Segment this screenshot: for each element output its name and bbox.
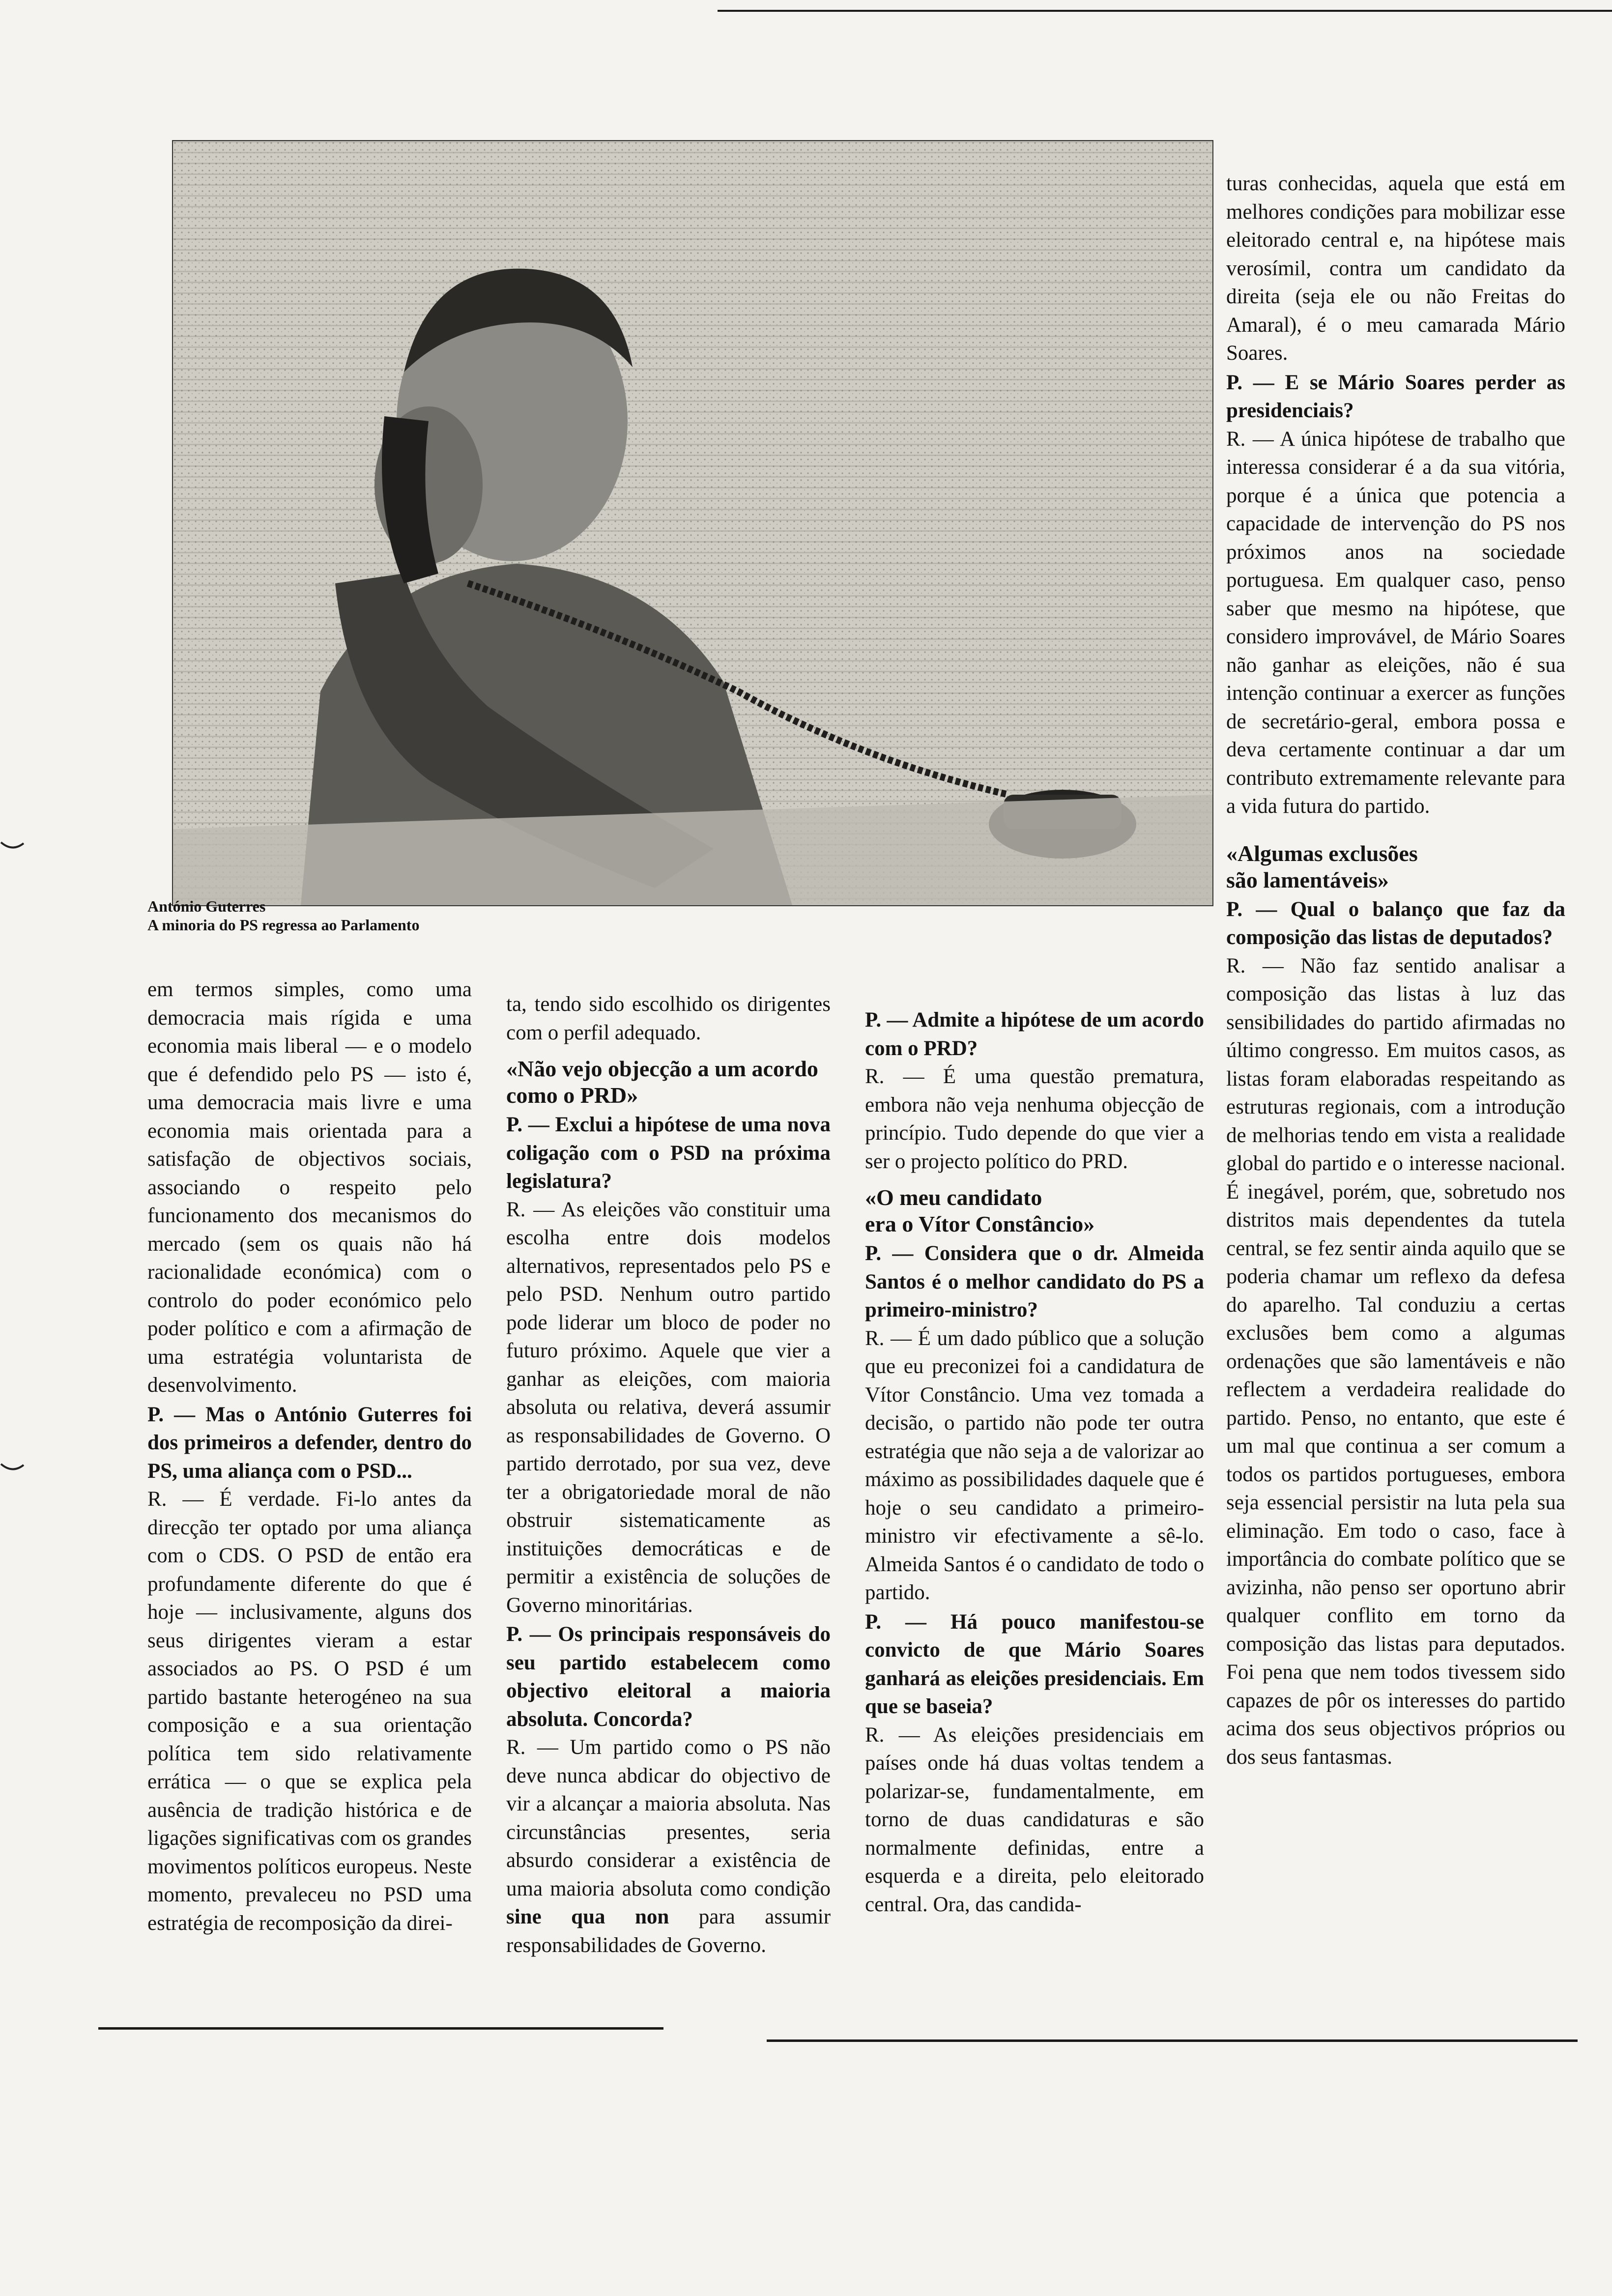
section-heading [1226, 840, 1565, 893]
answer: R. — É um dado público que a solução que eu preconizei foi a candidatura de Vítor Constâncio. Uma vez tomada a decisão, o partido não pode ter outra estratégia que não seja a de valorizar ao máximo as possibilidades daquele que é hoje o seu candidato a primeiro-ministro vir efectivamente a sê-lo. Almeida Santos é o candidato de todo o partido. [865, 1326, 1204, 1604]
caption-text: A minoria do PS regressa ao Parlamento [147, 916, 420, 934]
question: P. — Os principais responsáveis do seu partido estabelecem como objectivo eleitoral a maioria absoluta. Concorda? [506, 1623, 831, 1731]
photo-caption [147, 897, 737, 934]
column-2 [506, 990, 831, 1959]
photo-illustration [173, 141, 1212, 905]
question: P. — Há pouco manifestou-se convicto de que Mário Soares ganhará as eleições presidenciais. Em que se baseia? [865, 1610, 1204, 1718]
question: P. — E se Mário Soares perder as presidenciais? [1226, 371, 1565, 422]
answer: R. — As eleições presidenciais em países onde há duas voltas tendem a polarizar-se, fundamentalmente, em torno de duas candidaturas e são normalmente definidas, entre a esquerda e a direita, pelo eleitorado central. Ora, das candida- [865, 1723, 1204, 1916]
bottom-rule-left [98, 2027, 663, 2030]
answer-text: R. — Um partido como o PS não deve nunca abdicar do objectivo de vir a alcançar a maioria absoluta. Nas circunstâncias presentes, seria absurdo considerar a existência de uma maioria absoluta como condição [506, 1736, 831, 1900]
top-rule [718, 10, 1612, 12]
paragraph: em termos simples, como uma democracia mais rígida e uma economia mais liberal — e o modelo que é defendido pelo PS — isto é, uma democracia mais livre e uma economia mais orientada para a satisfação de objectivos sociais, associando o respeito pelo funcionamento dos mecanismos do mercado (sem os quais não há racionalidade económica) com o controlo do poder económico pelo poder político e com a afirmação de uma estratégia voluntarista de desenvolvimento. [147, 978, 472, 1397]
answer: R. — As eleições vão constituir uma escolha entre dois modelos alternativos, representados pelo PS e pelo PSD. Nenhum outro partido pode liderar um bloco de poder no futuro próximo. Aquele que vier a ganhar as eleições, com maioria absoluta ou relativa, deverá assumir as responsabilidades de Governo. O partido derrotado, por sua vez, deve ter a obrigatoriedade moral de não obstruir sistematicamente as instituições democráticas e de permitir a existência de soluções de Governo minoritárias. [506, 1198, 831, 1617]
photo-antonio-guterres [172, 140, 1213, 906]
section-heading-line: «Algumas exclusões [1226, 840, 1418, 866]
answer: R. — Não faz sentido analisar a composição das listas à luz das sensibilidades do partido afirmadas no último congresso. Em muitos casos, as listas foram elaboradas respeitando as estruturas regionais, com a introdução de melhorias tendo em vista a realidade global do partido e o interesse nacional. É inegável, porém, que, sobretudo nos distritos mais dependentes da tutela central, se fez sentir ainda aquilo que se poderia chamar um reflexo da defesa do aparelho. Tal conduziu a certas exclusões bem como a algumas ordenações que são lamentáveis e não reflectem a verdadeira realidade do partido. Penso, no entanto, que este é um mal que continua a ser comum a todos os partidos portugueses, embora seja essencial persistir na luta pela sua eliminação. Em todo o caso, face à importância do combate político que se avizinha, não penso ser oportuno abrir qualquer conflito em torno da composição das listas para deputados. Foi pena que nem todos tivessem sido capazes de pôr os interesses do partido acima dos seus objectivos próprios ou dos seus fantasmas. [1226, 954, 1565, 1769]
paragraph: ta, tendo sido escolhido os dirigentes com o perfil adequado. [506, 993, 831, 1044]
section-heading-line: era o Vítor Constâncio» [865, 1211, 1095, 1236]
bottom-rule-right [767, 2039, 1578, 2042]
column-1 [147, 976, 472, 1937]
section-heading-line: «O meu candidato [865, 1185, 1042, 1210]
section-heading [865, 1184, 1204, 1237]
column-4 [1226, 170, 1565, 1771]
answer: R. — É uma questão prematura, embora não veja nenhuma objecção de princípio. Tudo depende do que vier a ser o projecto político do PRD. [865, 1065, 1204, 1173]
margin-mark-icon [0, 840, 25, 851]
question: P. — Qual o balanço que faz da composição das listas de deputados? [1226, 897, 1565, 949]
answer-text: para assumir responsabilidades de Governo. [506, 1905, 831, 1957]
answer: R. — É verdade. Fi-lo antes da direcção ter optado por uma aliança com o CDS. O PSD de então era profundamente diferente do que é hoje — inclusivamente, alguns dos seus dirigentes vieram a estar associados ao PS. O PSD é um partido bastante heterogéneo na sua composição e a sua orientação política tem sido relativamente errática — o que se explica pela ausência de tradição histórica e de ligações significativas com os grandes movimentos políticos europeus. Neste momento, prevaleceu no PSD uma estratégia de recomposição da direi- [147, 1488, 472, 1935]
question: P. — Considera que o dr. Almeida Santos é o melhor candidato do PS a primeiro-ministro? [865, 1242, 1204, 1321]
answer [506, 1733, 831, 1959]
answer: R. — A única hipótese de trabalho que interessa considerar é a da sua vitória, porque é a única que potencia a capacidade de intervenção do PS nos próximos anos na sociedade portuguesa. Em qualquer caso, penso saber que mesmo na hipótese, que considero improvável, de Mário Soares não ganhar as eleições, não é sua intenção continuar a exercer as funções de secretário-geral, embora possa e deva certamente continuar a dar um contributo extremamente relevante para a vida futura do partido. [1226, 427, 1565, 818]
caption-name: António Guterres [147, 897, 266, 915]
section-heading-line: são lamentáveis» [1226, 867, 1389, 892]
question: P. — Mas o António Guterres foi dos primeiros a defender, dentro do PS, uma aliança com o PSD... [147, 1403, 472, 1483]
answer-emphasis: sine qua non [506, 1905, 669, 1928]
section-heading: «Não vejo objecção a um acordo como o PRD» [506, 1056, 818, 1108]
question: P. — Exclui a hipótese de uma nova coligação com o PSD na próxima legislatura? [506, 1113, 831, 1193]
margin-mark-icon [0, 1462, 25, 1473]
question: P. — Admite a hipótese de um acordo com o PRD? [865, 1008, 1204, 1060]
column-3 [865, 1005, 1204, 1919]
paragraph: turas conhecidas, aquela que está em melhores condições para mobilizar esse eleitorado central e, na hipótese mais verosímil, contra um candidato da direita (seja ele ou não Freitas do Amaral), é o meu camarada Mário Soares. [1226, 172, 1565, 365]
